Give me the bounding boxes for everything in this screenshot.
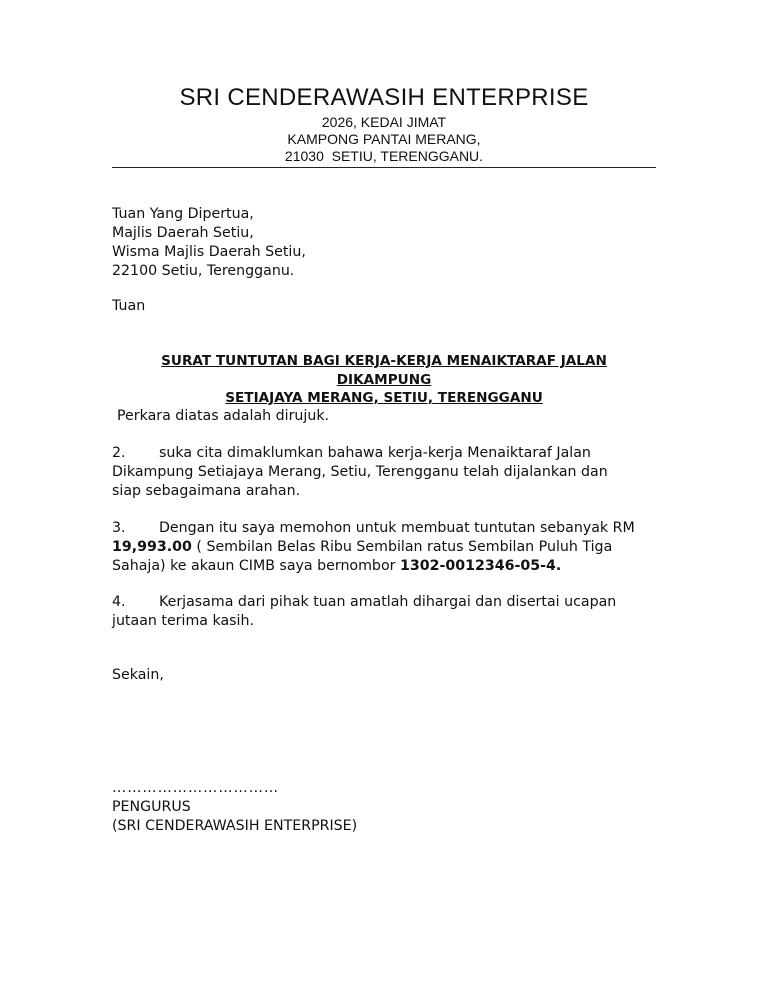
claim-amount: 19,993.00	[112, 539, 192, 555]
paragraph-2-line-1: suka cita dimaklumkan bahawa kerja-kerja Menaiktaraf Jalan	[159, 445, 591, 461]
subject-heading	[112, 352, 656, 408]
recipient-line-2: Majlis Daerah Setiu,	[112, 225, 254, 241]
closing: Sekain,	[112, 667, 164, 683]
company-name: SRI CENDERAWASIH ENTERPRISE	[179, 84, 589, 111]
paragraph-3	[112, 519, 660, 576]
address-line-3: 21030 SETIU, TERENGGANU.	[284, 148, 484, 164]
recipient-line-4: 22100 Setiu, Terengganu.	[112, 263, 295, 279]
address-line-2: KAMPONG PANTAI MERANG,	[287, 131, 481, 147]
letterhead-divider	[112, 167, 656, 168]
subject-line-1: SURAT TUNTUTAN BAGI KERJA-KERJA MENAIKTARAF JALAN DIKAMPUNG	[161, 353, 607, 388]
paragraph-reference: Perkara diatas adalah dirujuk.	[117, 408, 330, 424]
paragraph-3-line-2: ( Sembilan Belas Ribu Sembilan ratus Sembilan Puluh Tiga	[191, 539, 613, 555]
signatory-title: PENGURUS	[112, 799, 191, 815]
address-line-1: 2026, KEDAI JIMAT	[321, 114, 447, 130]
paragraph-3-number: 3.	[112, 520, 126, 536]
recipient-address	[112, 205, 660, 281]
signature-line: ……………………………	[112, 780, 280, 796]
signature-block	[112, 779, 357, 836]
subject-line-2: SETIAJAYA MERANG, SETIU, TERENGGANU	[225, 390, 543, 406]
paragraph-4-number: 4.	[112, 594, 126, 610]
recipient-line-1: Tuan Yang Dipertua,	[112, 206, 254, 222]
recipient-line-3: Wisma Majlis Daerah Setiu,	[112, 244, 306, 260]
paragraph-4	[112, 593, 660, 631]
salutation: Tuan	[112, 298, 146, 314]
letterhead	[112, 82, 656, 165]
paragraph-3-line-3: Sahaja) ke akaun CIMB saya bernombor	[112, 558, 400, 574]
paragraph-2	[112, 444, 660, 501]
paragraph-4-line-1: Kerjasama dari pihak tuan amatlah dihargai dan disertai ucapan	[159, 594, 617, 610]
paragraph-4-line-2: jutaan terima kasih.	[112, 613, 254, 629]
signatory-company: (SRI CENDERAWASIH ENTERPRISE)	[112, 818, 358, 834]
paragraph-3-line-1: Dengan itu saya memohon untuk membuat tuntutan sebanyak RM	[159, 520, 635, 536]
account-number: 1302-0012346-05-4.	[399, 558, 562, 574]
paragraph-2-number: 2.	[112, 445, 126, 461]
paragraph-2-line-3: siap sebagaimana arahan.	[112, 483, 301, 499]
paragraph-2-line-2: Dikampung Setiajaya Merang, Setiu, Terengganu telah dijalankan dan	[112, 464, 608, 480]
